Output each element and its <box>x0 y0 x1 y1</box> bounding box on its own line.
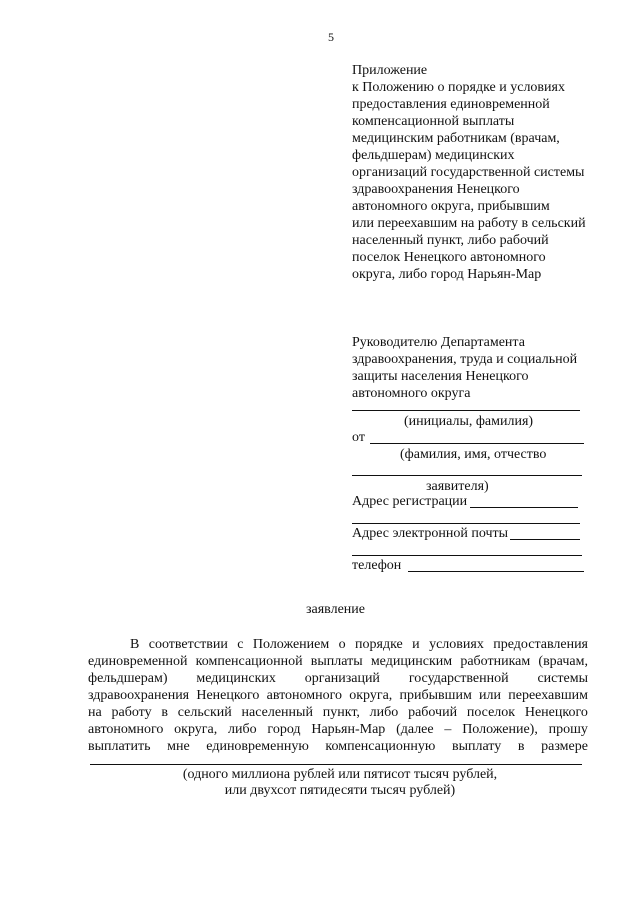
annex-line: фельдшерам) медицинских <box>352 148 515 163</box>
from-line[interactable] <box>370 443 584 444</box>
body-word: в <box>161 705 168 720</box>
body-word: (врачам, <box>538 654 588 669</box>
body-word: компенсационной <box>195 654 303 669</box>
addressee-line: автономного округа <box>352 386 471 401</box>
body-word: В <box>130 637 140 652</box>
applicant-caption: заявителя) <box>426 479 489 494</box>
body-word: условиях <box>429 637 484 652</box>
annex-line: предоставления единовременной <box>352 97 550 112</box>
body-word: населенный <box>241 705 313 720</box>
body-word: работу <box>111 705 152 720</box>
annex-line: или переехавшим на работу в сельский <box>352 216 586 231</box>
body-word: предоставления <box>493 637 588 652</box>
body-word: город <box>267 722 301 737</box>
body-word: округа, <box>174 722 218 737</box>
initials-caption: (инициалы, фамилия) <box>404 414 534 429</box>
phone-line[interactable] <box>408 571 584 572</box>
annex-line: Приложение <box>352 63 428 78</box>
body-word: прошу <box>548 722 588 737</box>
body-word: организаций <box>304 671 380 686</box>
body-word: Нарьян-Мар <box>311 722 386 737</box>
body-word: выплаты <box>310 654 363 669</box>
email-line[interactable] <box>510 539 580 540</box>
body-word: либо <box>369 705 399 720</box>
body-word: Положением <box>252 637 330 652</box>
annex-line: округа, либо город Нарьян-Мар <box>352 267 542 282</box>
amount-caption-2: или двухсот пятидесяти тысяч рублей) <box>224 783 456 798</box>
body-line <box>88 670 588 687</box>
body-word: пункт, <box>322 705 360 720</box>
annex-line: автономного округа, прибывшим <box>352 199 550 214</box>
amount-caption-1: (одного миллиона рублей или пятисот тысяч рублей, <box>182 767 498 782</box>
body-word: размере <box>541 739 588 754</box>
body-word: о <box>338 637 346 652</box>
body-word: сельский <box>177 705 232 720</box>
fio-line[interactable] <box>352 475 582 476</box>
body-word: здравоохранения <box>88 688 190 703</box>
annex-line: компенсационной выплаты <box>352 114 515 129</box>
body-line <box>88 721 588 738</box>
statement-title: заявление <box>306 602 366 617</box>
amount-line[interactable] <box>90 764 582 765</box>
body-word: медицинских <box>196 671 276 686</box>
body-word: мне <box>167 739 190 754</box>
initials-line[interactable] <box>352 410 580 411</box>
body-word: Ненецкого <box>524 705 588 720</box>
annex-line: к Положению о порядке и условиях <box>352 80 565 95</box>
annex-line: здравоохранения Ненецкого <box>352 182 520 197</box>
body-word: переехавшим <box>508 688 588 703</box>
reg-address-line-2[interactable] <box>352 523 580 524</box>
email-line-2[interactable] <box>352 555 582 556</box>
body-word: с <box>237 637 244 652</box>
body-word: либо <box>228 722 257 737</box>
body-word: выплатить <box>88 739 151 754</box>
body-word: единовременную <box>206 739 309 754</box>
body-word: выплату <box>451 739 502 754</box>
phone-label: телефон <box>352 558 402 573</box>
body-word: государственной <box>408 671 509 686</box>
reg-address-line[interactable] <box>470 507 578 508</box>
from-label: от <box>352 430 365 445</box>
page-number: 5 <box>328 30 334 44</box>
email-label: Адрес электронной почты <box>352 526 509 541</box>
body-word: Положение), <box>462 722 538 737</box>
body-word: порядке <box>355 637 403 652</box>
body-line <box>88 653 588 670</box>
body-word: округа, <box>349 688 393 703</box>
fio-caption: (фамилия, имя, отчество <box>400 447 547 462</box>
annex-line: поселок Ненецкого автономного <box>352 250 546 265</box>
body-word: фельдшерам) <box>88 671 168 686</box>
addressee-line: Руководителю Департамента <box>352 335 525 350</box>
annex-line: населенный пункт, либо рабочий <box>352 233 549 248</box>
addressee-line: защиты населения Ненецкого <box>352 369 529 384</box>
body-word: медицинским <box>370 654 453 669</box>
reg-address-label: Адрес регистрации <box>352 494 468 509</box>
body-line <box>88 738 588 755</box>
addressee-line: здравоохранения, труда и социальной <box>352 352 578 367</box>
body-word: единовременной <box>88 654 188 669</box>
body-word: и <box>412 637 420 652</box>
body-word: поселок <box>466 705 516 720</box>
body-word: или <box>479 688 502 703</box>
body-line <box>88 636 588 653</box>
statement-body <box>88 636 588 755</box>
body-word: в <box>517 739 525 754</box>
body-word: автономного <box>266 688 342 703</box>
annex-header <box>352 62 586 283</box>
body-word: работникам <box>460 654 531 669</box>
body-word: прибывшим <box>399 688 472 703</box>
body-word: системы <box>537 671 588 686</box>
annex-line: медицинским работникам (врачам, <box>352 131 560 146</box>
body-word: компенсационную <box>325 739 436 754</box>
body-word: (далее <box>396 722 434 737</box>
body-word: Ненецкого <box>196 688 260 703</box>
annex-line: организаций государственной системы <box>352 165 585 180</box>
body-word: рабочий <box>408 705 458 720</box>
body-word: – <box>444 722 452 737</box>
addressee-block <box>352 334 577 402</box>
body-word: соответствии <box>148 637 228 652</box>
body-word: автономного <box>88 722 164 737</box>
body-line <box>88 687 588 704</box>
body-line <box>88 704 588 721</box>
body-word: на <box>88 705 102 720</box>
